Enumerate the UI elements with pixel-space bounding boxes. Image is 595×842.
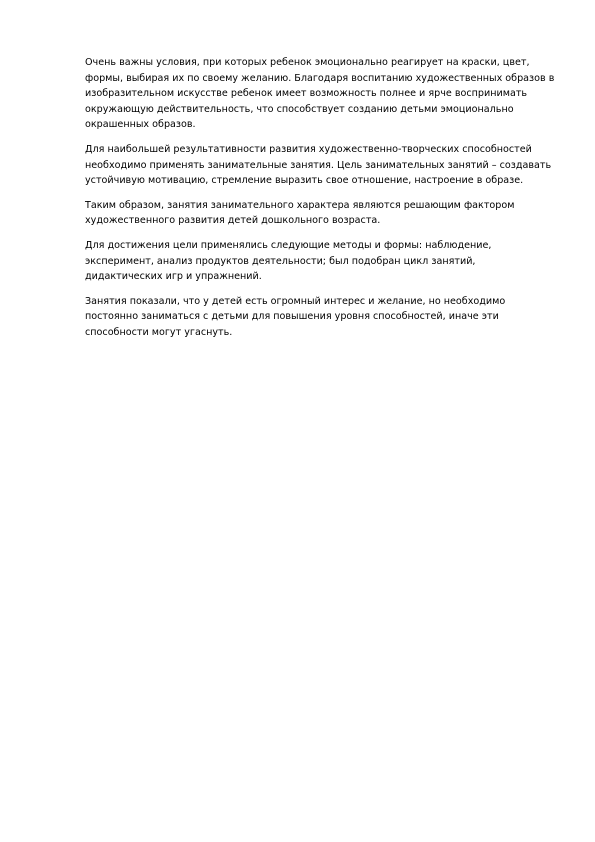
paragraph-effectiveness: Для наибольшей результативности развития художественно-творческих способностей необходимо применять занимательные занятия. Цель занимательных занятий – создавать устойчивую мотивацию, стремление выразить свое отношение, настроение в образе. — [85, 143, 552, 187]
paragraph-conclusion: Таким образом, занятия занимательного характера являются решающим фактором художественного развития детей дошкольного возраста. — [85, 199, 515, 227]
paragraph-conditions: Очень важны условия, при которых ребенок эмоционально реагирует на краски, цвет, формы, выбирая их по своему желанию. Благодаря воспитанию художественных образов в изобразительном искусстве ребенок имеет возможность полнее и ярче воспринимать окружающую действительность, что способствует созданию детьми эмоционально окрашенных образов. — [85, 57, 555, 131]
document-body — [85, 55, 555, 350]
paragraph-results: Занятия показали, что у детей есть огромный интерес и желание, но необходимо постоянно заниматься с детьми для повышения уровня способностей, иначе эти способности могут угаснуть. — [85, 295, 506, 338]
paragraph-methods: Для достижения цели применялись следующие методы и формы: наблюдение, эксперимент, анализ продуктов деятельности; был подобран цикл занятий, дидактических игр и упражнений. — [85, 239, 492, 283]
